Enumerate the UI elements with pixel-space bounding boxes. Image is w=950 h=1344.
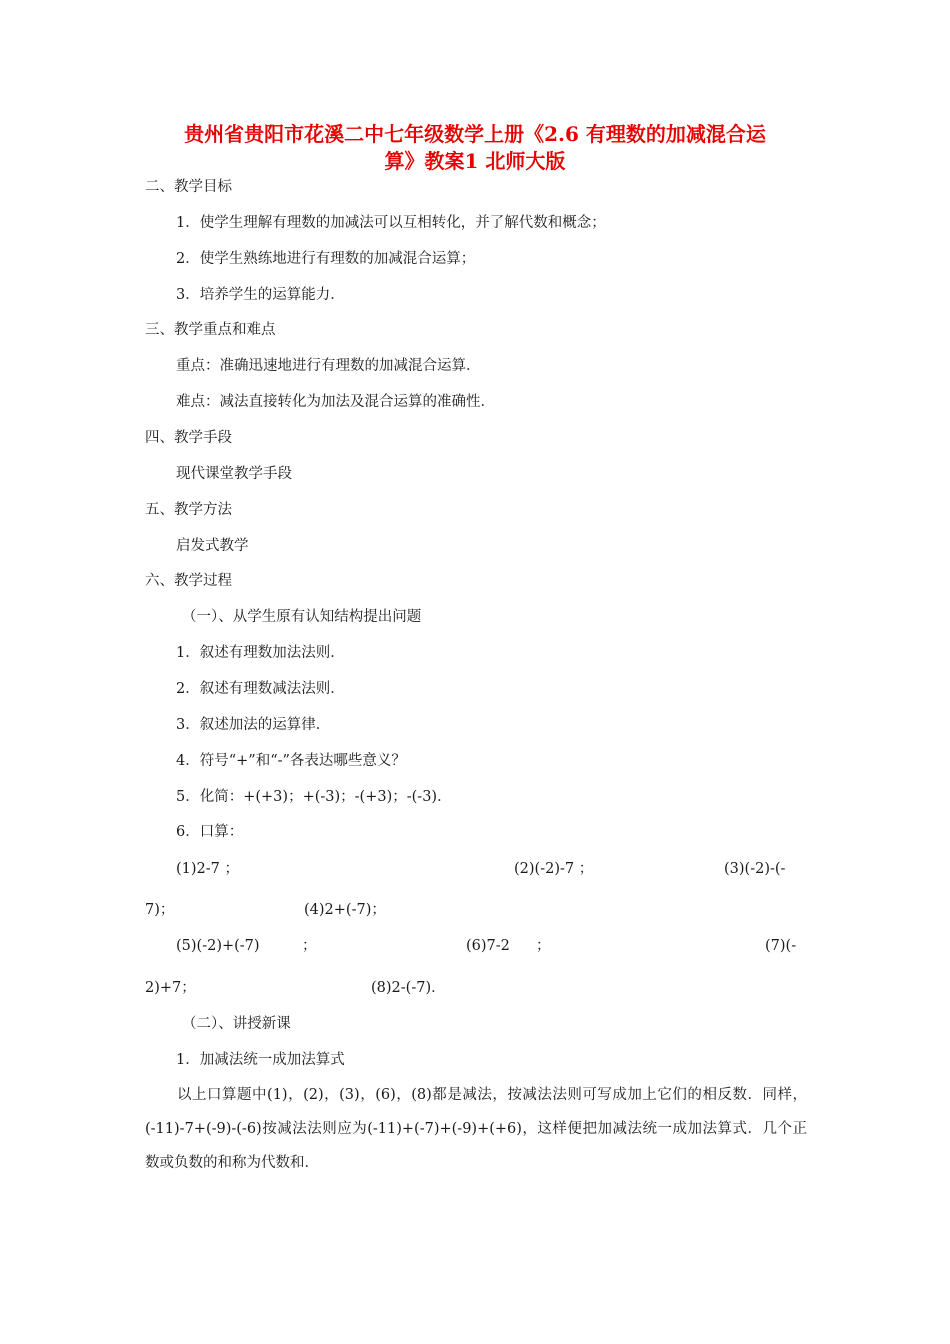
oral-question-7b: 2)+7； [145,980,196,996]
process-item-1: 1．叙述有理数加法法则． [176,645,345,661]
heading-objectives: 二、教学目标 [145,179,232,195]
heading-method: 五、教学方法 [145,502,232,518]
means-text: 现代课堂教学手段 [176,466,292,482]
process-item-4: 4．符号“+”和“-”各表达哪些意义？ [176,753,406,769]
oral-question-8: (8)2-(-7)． [371,980,446,996]
process-sub1-title: 1．加减法统一成加法算式 [176,1052,345,1068]
objective-item-2: 2．使学生熟练地进行有理数的加减混合运算； [176,251,476,267]
process-item-3: 3．叙述加法的运算律． [176,717,331,733]
oral-question-3b: 7)； [145,902,175,918]
oral-question-4: (4)2+(-7)； [304,902,386,918]
oral-question-5: (5)(-2)+(-7) [176,938,260,954]
heading-keypoints: 三、教学重点和难点 [145,322,276,338]
process-paragraph: 以上口算题中(1)，(2)，(3)，(6)，(8)都是减法，按减法法则可写成加上它们的相反数．同样，(-11)-7+(-9)-(-6)按减法法则应为(-11)+(-7)+(-9)+(+6)，这样便把加减法统一成加法算式．几个正数或负数的和称为代数和． [145,1087,807,1171]
oral-question-3a: (3)(-2)-(- [724,861,786,877]
heading-means: 四、教学手段 [145,430,232,446]
oral-question-2: (2)(-2)-7 ； [514,861,594,877]
method-text: 启发式教学 [176,538,249,554]
keypoint-focus: 重点：准确迅速地进行有理数的加减混合运算． [176,358,481,374]
process-item-5: 5．化简：+(+3)；+(-3)；-(+3)；-(-3)． [176,789,452,805]
objective-item-3: 3．培养学生的运算能力． [176,287,345,303]
oral-question-5-sep: ； [302,938,317,954]
oral-question-1: (1)2-7 ； [176,861,239,877]
document-title [130,121,820,175]
process-part2-title: （二）、讲授新课 [182,1016,291,1032]
keypoint-difficulty: 难点：减法直接转化为加法及混合运算的准确性． [176,394,495,410]
process-part1-title: （一）、从学生原有认知结构提出问题 [182,609,422,625]
title-line-1: 贵州省贵阳市花溪二中七年级数学上册《2.6 有理数的加减混合运 [184,122,766,146]
heading-process: 六、教学过程 [145,573,232,589]
process-item-6: 6．口算： [176,824,244,840]
oral-question-7a: (7)(- [765,938,797,954]
oral-question-6-sep: ； [536,938,551,954]
objective-item-1: 1．使学生理解有理数的加减法可以互相转化，并了解代数和概念； [176,215,606,231]
oral-question-6: (6)7-2 [466,938,510,954]
process-item-2: 2．叙述有理数减法法则． [176,681,345,697]
title-line-2: 算》教案1 北师大版 [384,149,566,173]
